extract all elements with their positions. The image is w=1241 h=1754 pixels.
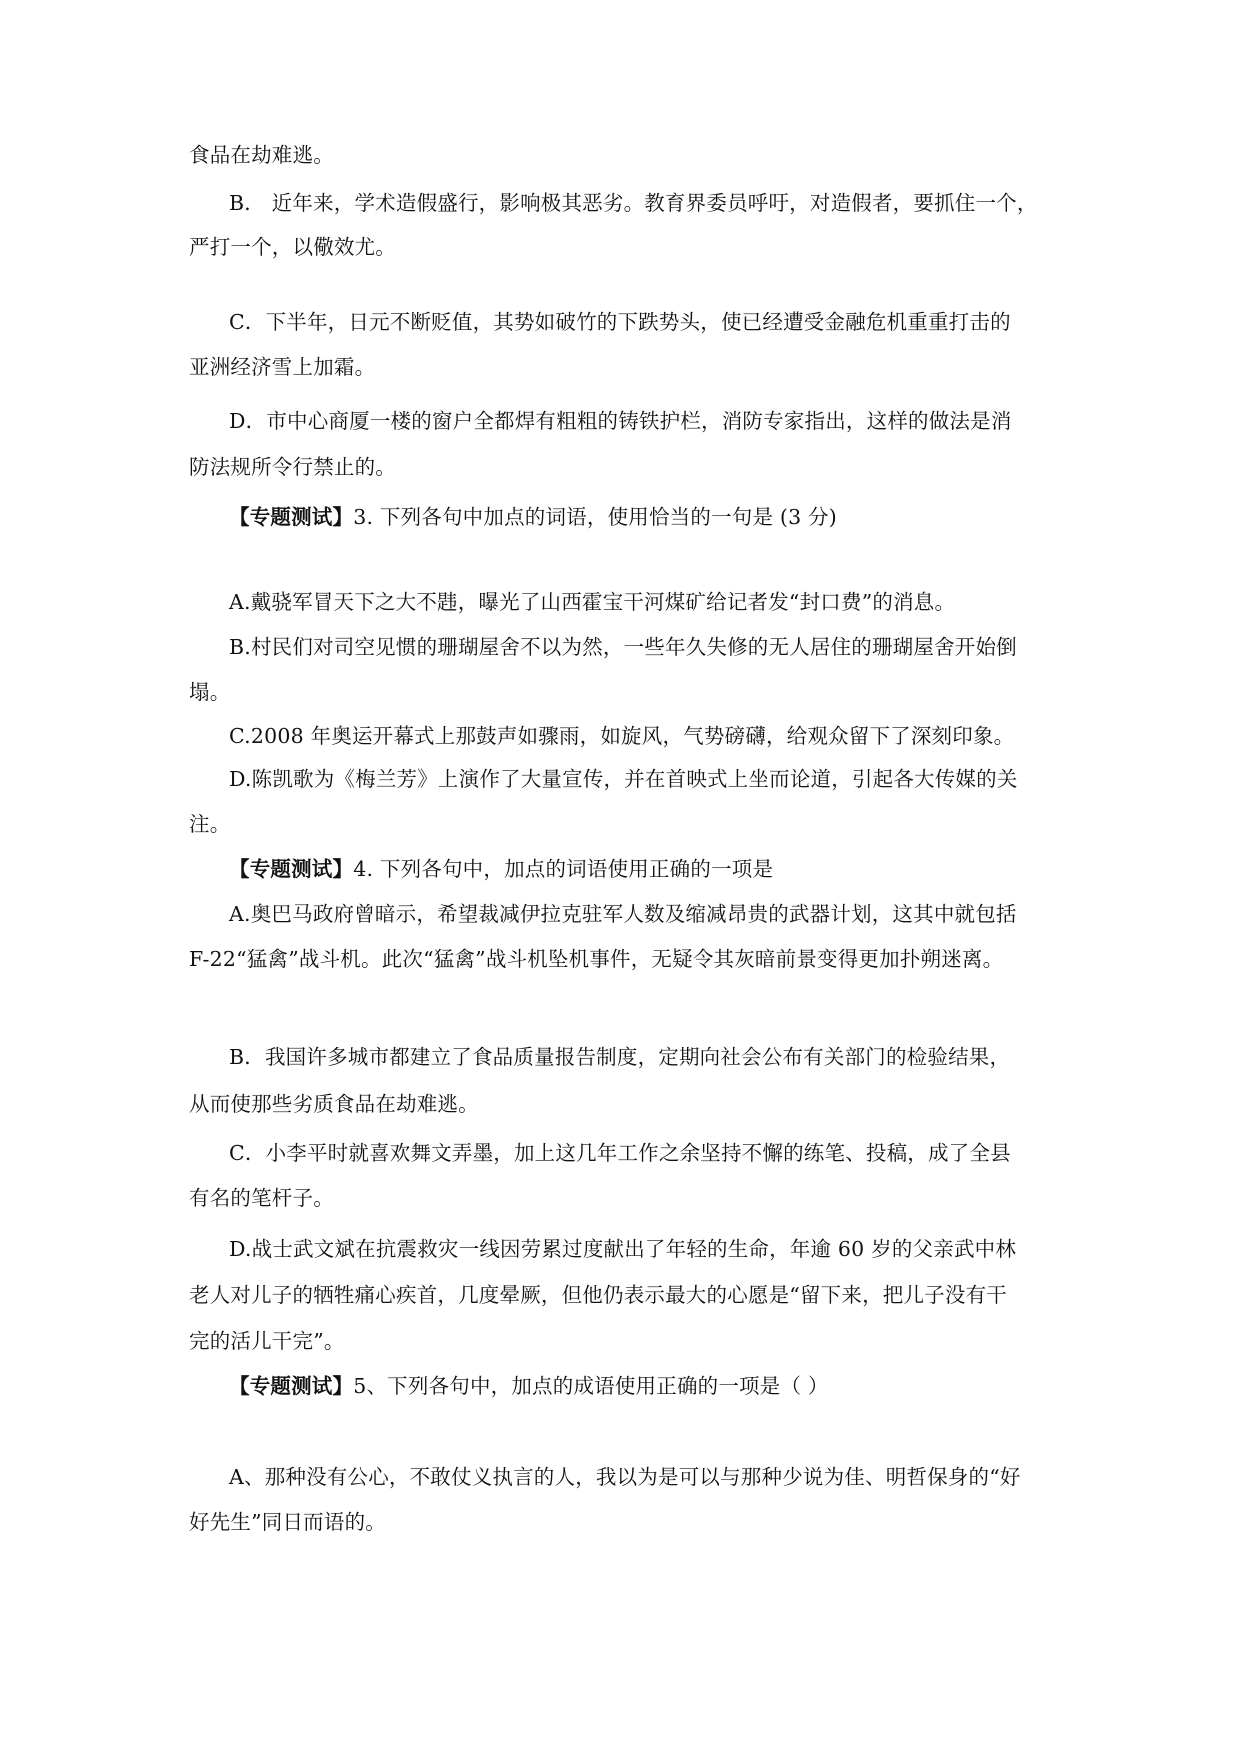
text-line: 完的活儿干完”。 — [189, 1329, 345, 1353]
text-line: 注。 — [189, 812, 231, 836]
text-line: A.戴骁军冒天下之大不韪，曝光了山西霍宝干河煤矿给记者发“封口费”的消息。 — [229, 590, 956, 614]
question-stem: 5、下列各句中，加点的成语使用正确的一项是（ ） — [353, 1374, 829, 1398]
section-tag: 【专题测试】 — [229, 1374, 354, 1398]
text-line: 塌。 — [189, 680, 231, 704]
text-line: C.2008 年奥运开幕式上那鼓声如骤雨，如旋风，气势磅礴，给观众留下了深刻印象。 — [229, 724, 1015, 748]
text-line: 好先生”同日而语的。 — [189, 1510, 386, 1534]
text-line: B．我国许多城市都建立了食品质量报告制度，定期向社会公布有关部门的检验结果， — [229, 1045, 1011, 1069]
question-4-heading — [229, 855, 773, 883]
text-line: C．下半年，日元不断贬值，其势如破竹的下跌势头，使已经遭受金融危机重重打击的 — [229, 310, 1011, 334]
text-line: 从而使那些劣质食品在劫难逃。 — [189, 1092, 479, 1116]
text-line: 有名的笔杆子。 — [189, 1186, 334, 1210]
text-line: D.战士武文斌在抗震救灾一线因劳累过度献出了年轻的生命，年逾 60 岁的父亲武中林 — [229, 1237, 1017, 1261]
text-line: C．小李平时就喜欢舞文弄墨，加上这几年工作之余坚持不懈的练笔、投稿，成了全县 — [229, 1141, 1011, 1165]
question-stem: 4. 下列各句中，加点的词语使用正确的一项是 — [353, 857, 774, 881]
text-line: F-22“猛禽”战斗机。此次“猛禽”战斗机坠机事件，无疑令其灰暗前景变得更加扑朔迷离。 — [189, 947, 1004, 971]
text-line: B． 近年来，学术造假盛行，影响极其恶劣。教育界委员呼吁，对造假者，要抓住一个， — [229, 191, 1038, 215]
text-line: A.奥巴马政府曾暗示，希望裁减伊拉克驻军人数及缩减昂贵的武器计划，这其中就包括 — [229, 902, 1017, 926]
section-tag: 【专题测试】 — [229, 505, 354, 529]
question-stem: 3. 下列各句中加点的词语，使用恰当的一句是 (3 分) — [353, 505, 837, 529]
text-line: 食品在劫难逃。 — [189, 143, 334, 167]
text-line: D.陈凯歌为《梅兰芳》上演作了大量宣传，并在首映式上坐而论道，引起各大传媒的关 — [229, 767, 1018, 791]
text-line: B.村民们对司空见惯的珊瑚屋舍不以为然，一些年久失修的无人居住的珊瑚屋舍开始倒 — [229, 635, 1017, 659]
section-tag: 【专题测试】 — [229, 857, 354, 881]
text-line: 老人对儿子的牺牲痛心疾首，几度晕厥，但他仍表示最大的心愿是“留下来，把儿子没有干 — [189, 1283, 1007, 1307]
text-line: A、那种没有公心，不敢仗义执言的人，我以为是可以与那种少说为佳、明哲保身的“好 — [229, 1465, 1021, 1489]
question-3-heading — [229, 503, 837, 531]
text-line: 防法规所令行禁止的。 — [189, 455, 396, 479]
text-line: 严打一个，以儆效尤。 — [189, 235, 396, 259]
text-line: 亚洲经济雪上加霜。 — [189, 355, 376, 379]
text-line: D．市中心商厦一楼的窗户全都焊有粗粗的铸铁护栏，消防专家指出，这样的做法是消 — [229, 409, 1012, 433]
question-5-heading — [229, 1372, 829, 1400]
